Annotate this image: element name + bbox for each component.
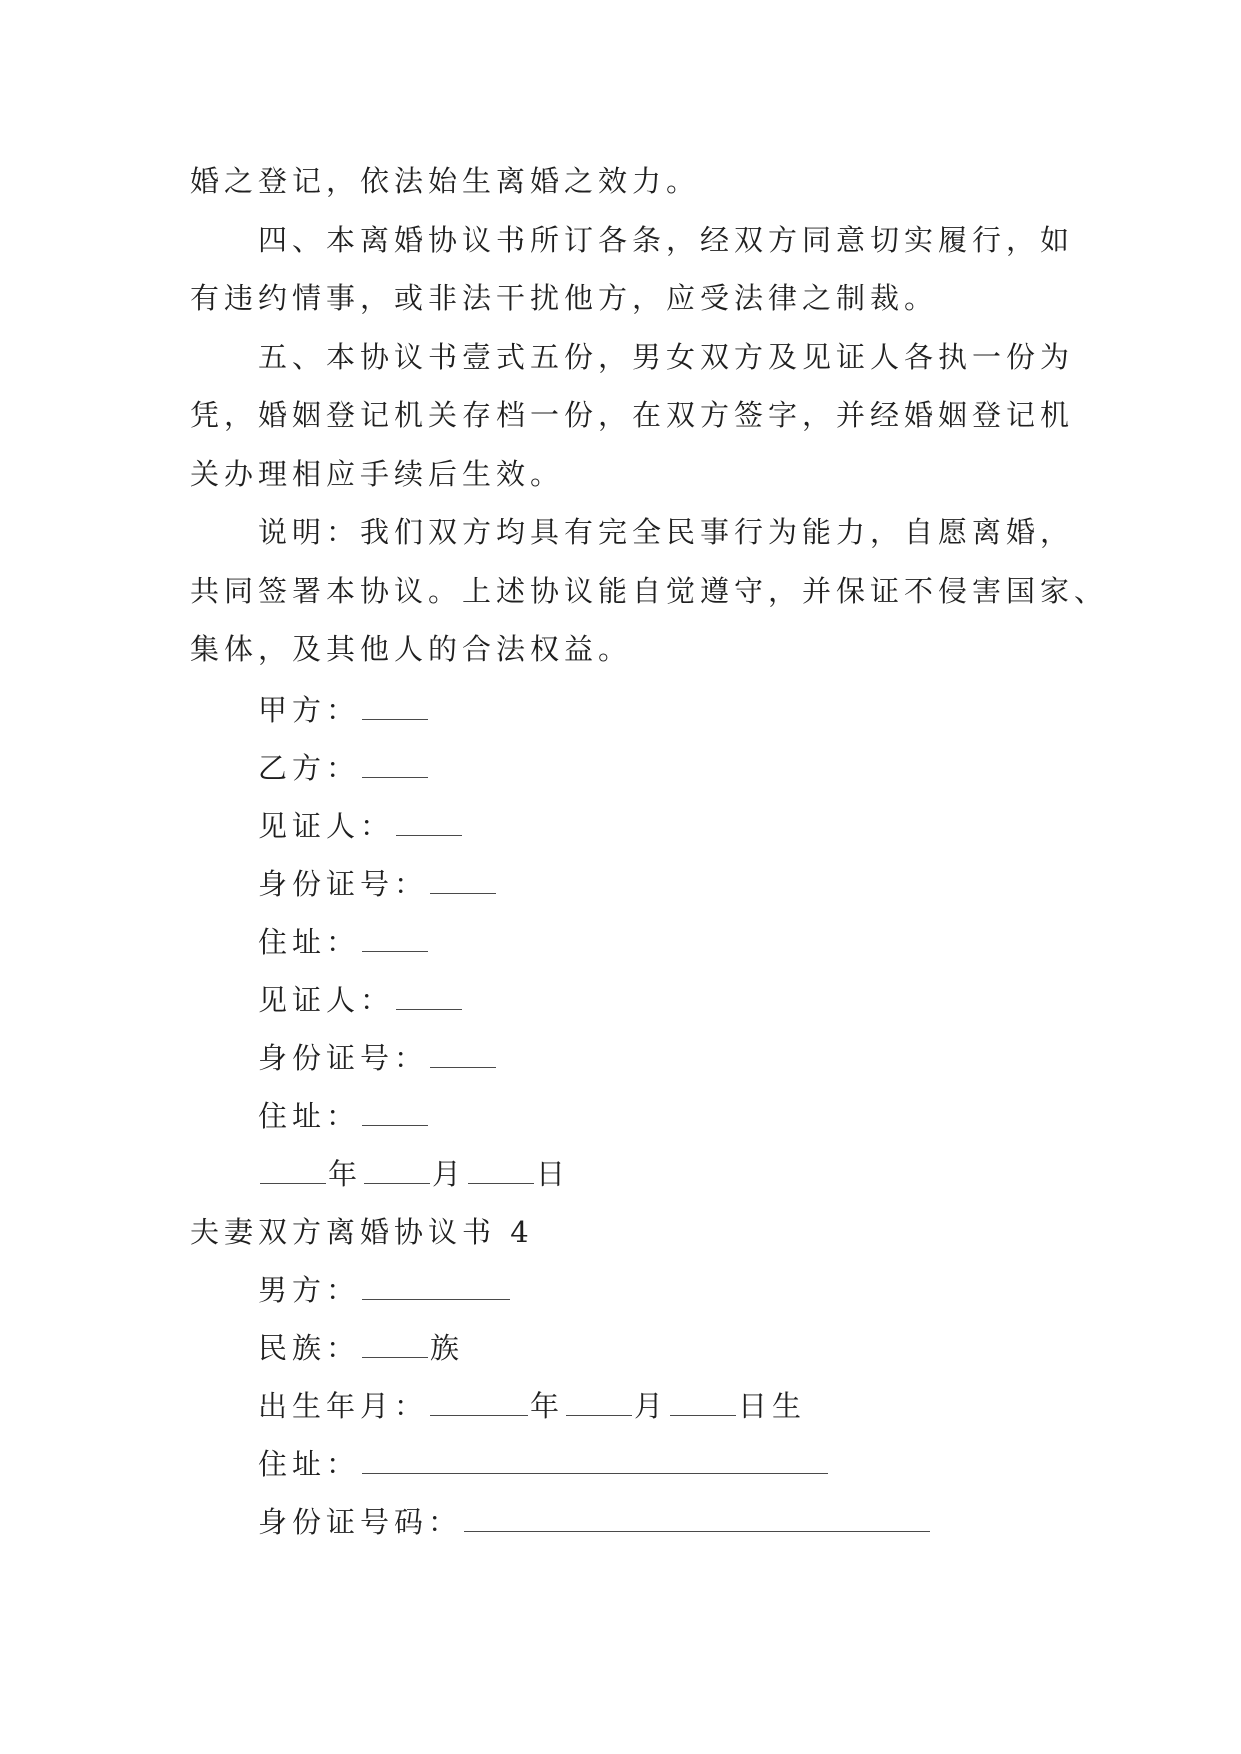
id-number-label: 身份证号码： [258, 1505, 463, 1539]
clause-5-line-2: 凭，婚姻登记机关存档一份，在双方签字，并经婚姻登记机 [190, 398, 1075, 432]
agreement-body [190, 152, 1109, 679]
party-b-label: 乙方： [258, 751, 361, 785]
party-a-field [258, 681, 430, 739]
clause-4-line-1: 四、本离婚协议书所订各条，经双方同意切实履行，如 [258, 222, 1075, 257]
party-a-label: 甲方： [258, 693, 361, 727]
address-1-blank[interactable] [362, 929, 428, 952]
clause-4-line-2: 有违约情事，或非法干扰他方，应受法律之制裁。 [190, 281, 939, 315]
date-field [258, 1145, 570, 1203]
witness-2-blank[interactable] [396, 987, 462, 1010]
id-1-blank[interactable] [430, 871, 496, 894]
birth-month-blank[interactable] [566, 1393, 632, 1416]
ethnicity-blank[interactable] [362, 1335, 428, 1358]
ethnicity-suffix: 族 [430, 1331, 465, 1365]
witness-1-blank[interactable] [396, 813, 462, 836]
id-number-blank[interactable] [464, 1509, 930, 1532]
section-4-title: 夫妻双方离婚协议书 4 [190, 1215, 534, 1249]
date-day-blank[interactable] [468, 1161, 534, 1184]
id-1-field [258, 855, 498, 913]
statement-line-3: 集体，及其他人的合法权益。 [190, 632, 633, 666]
statement-line-2: 共同签署本协议。上述协议能自觉遵守，并保证不侵害国家、 [190, 573, 1109, 608]
date-month-blank[interactable] [364, 1161, 430, 1184]
male-field [258, 1261, 512, 1319]
date-year-blank[interactable] [260, 1161, 326, 1184]
witness-1-field [258, 797, 464, 855]
party-a-blank[interactable] [362, 697, 428, 720]
birth-day-label: 日生 [738, 1389, 807, 1423]
address-label: 住址： [258, 1447, 361, 1481]
birth-field [258, 1377, 806, 1435]
address-1-field [258, 913, 430, 971]
address-2-field [258, 1087, 430, 1145]
date-month-label: 月 [432, 1157, 467, 1191]
witness-1-label: 见证人： [258, 809, 395, 843]
statement-line-1: 说明：我们双方均具有完全民事行为能力，自愿离婚， [258, 515, 1075, 549]
birth-label: 出生年月： [258, 1389, 429, 1423]
male-label: 男方： [258, 1273, 361, 1307]
birth-year-label: 年 [530, 1389, 565, 1423]
ethnicity-label: 民族： [258, 1331, 361, 1365]
id-number-field [258, 1493, 932, 1551]
male-blank[interactable] [362, 1277, 510, 1300]
witness-2-field [258, 971, 464, 1029]
clause-5-line-3: 关办理相应手续后生效。 [190, 456, 565, 491]
party-b-blank[interactable] [362, 755, 428, 778]
date-year-label: 年 [328, 1157, 363, 1191]
address-blank[interactable] [362, 1451, 828, 1474]
continuation-line: 婚之登记，依法始生离婚之效力。 [190, 164, 701, 198]
birth-year-blank[interactable] [430, 1393, 528, 1416]
ethnicity-field [258, 1319, 464, 1377]
date-day-label: 日 [536, 1157, 571, 1191]
id-2-label: 身份证号： [258, 1041, 429, 1075]
address-2-label: 住址： [258, 1099, 361, 1133]
address-2-blank[interactable] [362, 1103, 428, 1126]
birth-month-label: 月 [634, 1389, 669, 1423]
id-1-label: 身份证号： [258, 867, 429, 901]
address-1-label: 住址： [258, 925, 361, 959]
id-2-blank[interactable] [430, 1045, 496, 1068]
witness-2-label: 见证人： [258, 983, 395, 1017]
party-b-field [258, 739, 430, 797]
clause-5-line-1: 五、本协议书壹式五份，男女双方及见证人各执一份为 [258, 339, 1075, 374]
id-2-field [258, 1029, 498, 1087]
birth-day-blank[interactable] [670, 1393, 736, 1416]
address-field [258, 1435, 830, 1493]
